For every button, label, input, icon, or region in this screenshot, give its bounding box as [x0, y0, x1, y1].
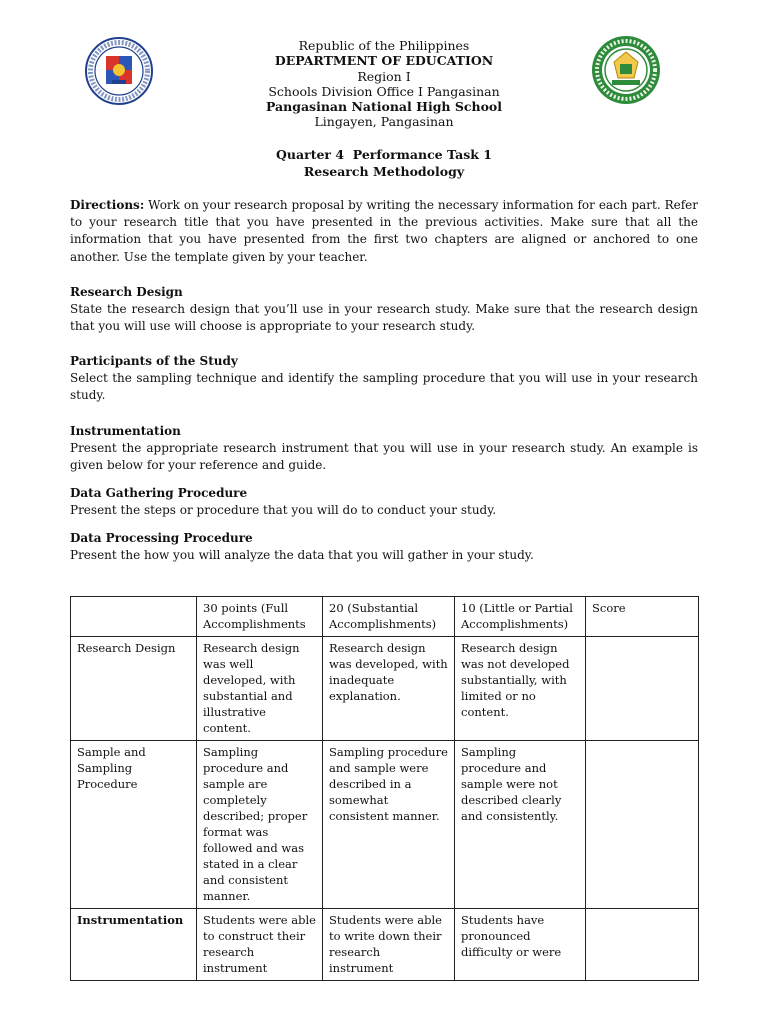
table-cell: Students were able to write down their research instrument [323, 909, 455, 981]
table-cell: Sampling procedure and sample were not described clearly and consistently. [455, 741, 586, 909]
region-line: Region I [357, 68, 411, 84]
section-heading: Participants of the Study [70, 354, 238, 368]
table-header-row [71, 597, 699, 637]
table-cell: Students were able to construct their research instrument [197, 909, 323, 981]
section-participants [70, 353, 698, 405]
section-text: Present the steps or procedure that you will do to conduct your study. [70, 503, 497, 518]
table-header-cell: 20 (Substantial Accomplishments) [323, 597, 455, 637]
criterion-cell: Research Design [71, 637, 197, 741]
section-heading: Data Processing Procedure [70, 531, 253, 545]
table-header-cell: 10 (Little or Partial Accomplishments) [455, 597, 586, 637]
section-text: State the research design that you’ll use in your research study. Make sure that the research design that you will use will choose is appropriate to your research study. [70, 302, 698, 334]
department-line: DEPARTMENT OF EDUCATION [274, 53, 494, 69]
table-cell: Research design was not developed substantially, with limited or no content. [455, 637, 586, 741]
criterion-cell: Instrumentation [71, 909, 197, 981]
directions-paragraph [70, 197, 698, 266]
division-line: Schools Division Office I Pangasinan [268, 83, 500, 99]
score-cell [586, 909, 699, 981]
section-text: Present the how you will analyze the data that you will gather in your study. [70, 548, 534, 563]
table-cell: Research design was well developed, with substantial and illustrative content. [197, 637, 323, 741]
criterion-cell: Sample and Sampling Procedure [71, 741, 197, 909]
school-seal-icon [590, 34, 662, 106]
section-data-gathering [70, 485, 698, 519]
score-cell [586, 637, 699, 741]
directions-label: Directions: [70, 198, 145, 212]
table-header-cell [71, 597, 197, 637]
table-row [71, 637, 699, 741]
section-instrumentation [70, 423, 698, 475]
section-text: Select the sampling technique and identify the sampling procedure that you will use in your research study. [70, 371, 698, 403]
section-research-design [70, 284, 698, 336]
section-heading: Instrumentation [70, 424, 181, 438]
letterhead [184, 38, 584, 130]
task-title [184, 146, 584, 180]
section-text: Present the appropriate research instrument that you will use in your research study. An example is given below for your reference and guide. [70, 441, 698, 473]
school-name: Pangasinan National High School [265, 99, 503, 115]
section-heading: Data Gathering Procedure [70, 486, 248, 500]
section-data-processing [70, 530, 698, 564]
school-location: Lingayen, Pangasinan [314, 114, 454, 130]
table-cell: Research design was developed, with inadequate explanation. [323, 637, 455, 741]
table-cell: Sampling procedure and sample are completely described; proper format was followed and was stated in a clear and consistent manner. [197, 741, 323, 909]
task-title-line2: Research Methodology [303, 164, 465, 179]
deped-seal-icon [84, 36, 154, 106]
score-cell [586, 741, 699, 909]
table-cell: Students have pronounced difficulty or were [455, 909, 586, 981]
directions-text: Work on your research proposal by writing the necessary information for each part. Refer to your research title that you have presented in the previous activities. Make sure that all the information that you have presented from the first two chapters are aligned or anchored to one another. Use the template given by your teacher. [70, 198, 698, 264]
section-heading: Research Design [70, 285, 183, 299]
table-row [71, 909, 699, 981]
table-cell: Sampling procedure and sample were described in a somewhat consistent manner. [323, 741, 455, 909]
republic-line: Republic of the Philippines [298, 38, 470, 53]
rubric-table [70, 596, 699, 981]
task-title-line1: Quarter 4 Performance Task 1 [276, 147, 492, 162]
table-header-cell: 30 points (Full Accomplishments [197, 597, 323, 637]
table-header-cell: Score [586, 597, 699, 637]
table-row [71, 741, 699, 909]
